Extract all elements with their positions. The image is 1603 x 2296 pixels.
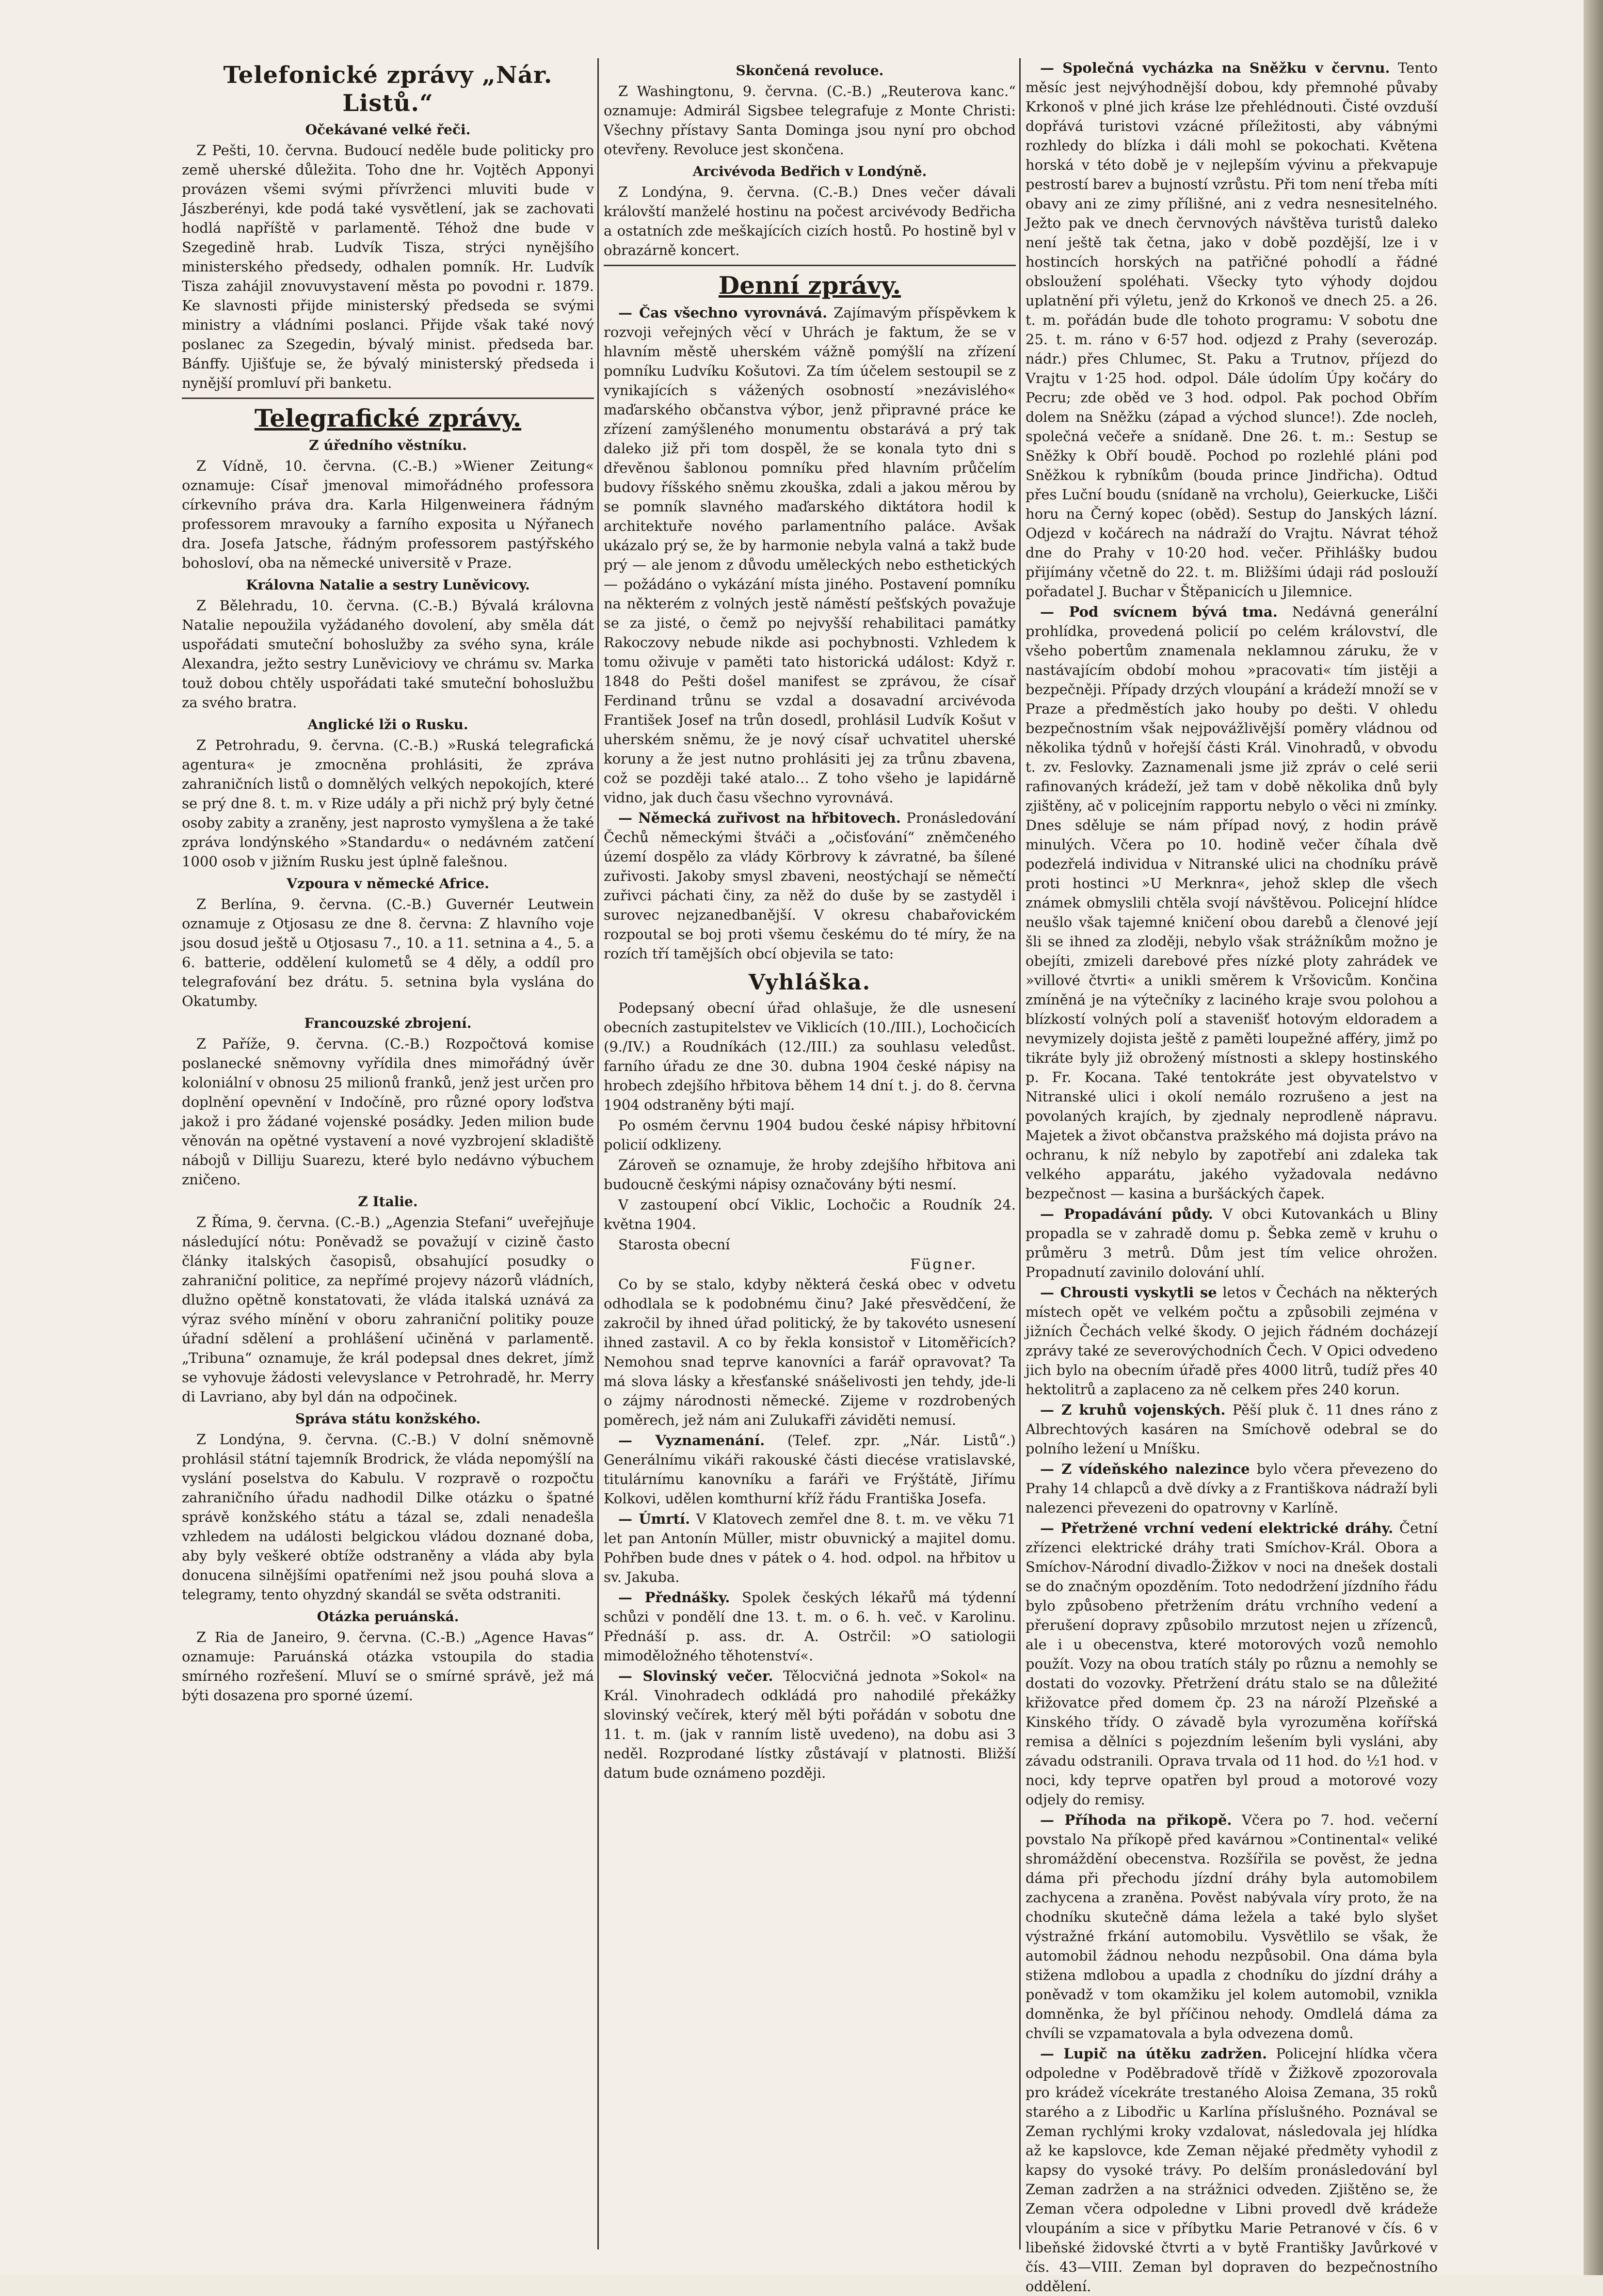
proclamation-title: Vyhláška. [748,970,871,995]
column-rule [597,58,599,2249]
article-text: Z Pešti, 10. června. Budoucí neděle bude politicky pro země uherské důležita. Toho dne hr. Vojtěch Apponyi provázen všemi svými přívrženci mluviti bude v Jászberényi, kde podá také vysvětlení, jak se zachovati hodlá napříště v parlamentě. Téhož dne bude v Szegedině hrab. Ludvík Tisza, strýci nynějšího ministerského předsedy, odhalen pomník. Hr. Ludvík Tisza zahájil znovuvystavení města po povodni r. 1879. Ke slavnosti přijde ministerský předseda se svými ministry a vládními poslanci. Přijde však také nový poslanec za Szegedin, bývalý minist. předseda bar. Bánffy. Ujišťuje se, že bývalý ministerský předseda i nynější promluví při banketu. [182,142,594,391]
news-item-lead: — Čas všechno vyrovnává. [618,304,828,321]
proclamation-text: Starosta obecní [618,1236,730,1253]
article-text: Z Ria de Janeiro, 9. června. (C.-B.) „Agence Havas“ oznamuje: Paruánská otázka vstoupila do stadia smírného rozřešení. Mluví se o smírné správě, jež má býti dosazena pro sporné území. [182,1629,594,1704]
news-item-text: Pronásledování Čechů německými štváči a „očisťování“ zněmčeného území dospělo za vlády Körbrovy k závratné, ba šílené zuřivosti. Jakoby smysl zbaveni, neostýchají se němečtí zuřivci páchati činy, za něž do duše by se zastyděl i surovec nejzanedbanější. V okresu chabařovickém rozpoutal se boj proti všemu českému do té míry, že na rozích tří tamějších obcí objevila se tato: [604,810,1016,962]
news-item-text: letos v Čechách na některých místech opět ve velkém počtu a způsobili zejména v jižních Čechách velké škody. O jejich řádném docházejí zprávy také ze severovýchodních Čech. V Opici odvedeno jich bylo na obecním úřadě přes 4000 litrů, tudíž přes 40 hektolitrů a zaplaceno za ně celkem přes 240 korun. [1026,1284,1438,1398]
news-item-lead: — Přetržené vrchní vedení elektrické dráhy. [1040,1520,1394,1536]
article-text: Z Londýna, 9. června. (C.-B.) Dnes večer dávali královští manželé hostinu na počest arcivévody Bedřicha a ostatních zde meškajících cizích hostů. Po hostině byl v obrazárně koncert. [604,184,1016,258]
news-item-lead: — Pod svícnem bývá tma. [1040,604,1278,620]
news-item [1026,602,1438,1203]
news-item-lead: — Z vídeňského nalezince [1040,1461,1250,1477]
article-heading: Skončená revoluce. [736,63,884,79]
news-item-lead: — Vyznamenání. [618,1432,765,1449]
news-item [1026,1518,1438,1809]
news-item-lead: — Úmrtí. [618,1511,690,1527]
section-heading-telegraph: Telegrafické zprávy. [254,404,522,432]
article-text: Z Bělehradu, 10. června. (C.-B.) Bývalá královna Natalie nepoužila vyžádaného dovolení, aby směla dát uspořádati smuteční bohoslužby za svého syna, krále Alexandra, ježto sestry Luněviciovy ve chrámu sv. Marka touž dobou chtěly uspořádati také smuteční bohoslužbu za svého bratra. [182,597,594,711]
news-item [604,303,1016,807]
divider [182,398,594,399]
article-text: Z Washingtonu, 9. června. (C.-B.) „Reuterova kanc.“ oznamuje: Admirál Sigsbee telegrafuje z Monte Christi: Všechny přístavy Santa Dominga jsou nyní pro obchod otevřeny. Revoluce jest skončena. [604,83,1016,158]
news-item-text: V Klatovech zemřel dne 8. t. m. ve věku 71 let pan Antonín Müller, mistr obuvnický a majitel domu. Pohřben bude dnes v pátek o 4. hod. odpol. na hřbitov u sv. Jakuba. [604,1511,1016,1585]
news-item-lead: — Přednášky. [618,1589,730,1606]
news-item-text: V obci Kutovankách u Bliny propadla se v zahradě domu p. Šebka země v kruhu o průměru 3 metrů. Dům jest tím velice ohrožen. Propadnutí zavinilo dolování uhlí. [1026,1206,1438,1280]
news-item-text: Spolek českých lékařů má týdenní schůzi v pondělí dne 13. t. m. o 6. h. več. v Karolinu. Přednáší p. ass. dr. A. Ostrčil: »O satiologii mimoděložného těhotenství«. [604,1589,1016,1664]
proclamation-text: Po osmém červnu 1904 budou české nápisy hřbitovní policií odklizeny. [604,1117,1016,1153]
news-item-text: Pěší pluk č. 11 dnes ráno z Albrechtových kasáren na Smíchově odebral se do polního ležení u Mníšku. [1026,1402,1438,1457]
proclamation-text: Podepsaný obecní úřad ohlašuje, že dle usnesení obecních zastupitelstev ve Viklicích (10./III.), Lochočicích (9./IV.) a Roudníkách (12./III.) za souhlasu veledůst. farního úřadu ze dne 30. dubna 1904 české nápisy na hrobech zdejšího hřbitova během 14 dní t. j. do 8. června 1904 odstraněny býti mají. [604,1000,1016,1113]
section-heading-daily: Denní zprávy. [718,271,901,300]
news-item-lead: — Příhoda na přikopě. [1040,1812,1232,1828]
article-heading: Vzpoura v německé Africe. [287,876,489,892]
article-heading: Z Italie. [358,1194,418,1210]
news-item [604,1509,1016,1587]
news-item-text: (Telef. zpr. „Nár. Listů“.) Generálnímu vikáři rakouské části diecése vratislavské, titulárnímu kanovníku a faráři ve Frýštátě, Jiřímu Kolkovi, udělen komthurní kříž řádu Františka Josefa. [604,1432,1016,1507]
proclamation-text: Zároveň se oznamuje, že hroby zdejšího hřbitova ani budoucně českými nápisy označovány býti nesmí. [604,1157,1016,1193]
news-item-lead: — Chrousti vyskytli se [1040,1284,1217,1301]
news-item-text: bylo včera převezeno do Prahy 14 chlapců a dvě dívky a z Františkova nádraží byli nalezenci převezeni do opatrovny v Karlíně. [1026,1461,1438,1516]
article-heading: Francouzské zbrojení. [304,1015,472,1031]
news-item [1026,1459,1438,1517]
proclamation-signature: Fügner. [910,1256,977,1273]
news-item [1026,1400,1438,1458]
article-text: Z Říma, 9. června. (C.-B.) „Agenzia Stefani“ uveřejňuje následující nótu: Poněvadž se považují v cizině často články italských časopisů, obsahující posudky o zahraniční politice, za nepřímé projevy názorů vládních, dlužno opětně konstatovati, že vláda italská uznává za výraz svého mínění v oboru zahraniční politiky pouze úřadní sdělení a prohlášení učiněná v parlamentě. „Tribuna“ oznamuje, že král podepsal dnes dekret, jímž se vyhovuje žádosti velevyslance v Petrohradě, hr. Merry di Lavriano, aby byl dán na odpočinek. [182,1214,594,1405]
binding-edge [1584,0,1603,2275]
news-item [1026,1283,1438,1399]
article-text: Z Londýna, 9. června. (C.-B.) V dolní sněmovně prohlásil státní tajemník Brodrick, že vláda nepomýšlí na vyslání poselstva do Kabulu. V rozpravě o rozpočtu zahraničního úřadu nadhodil Dilke otázku o špatné správě konžského státu a tázal se, zdali nenadešla vzhledem na události belgickou vládou doznané doba, aby byly veškeré obtíže odstraněny a vláda aby byla donucena silnějšími opatřeními než jsou pouhá slova a telegramy, tento ohyzdný skandál se světa odstraniti. [182,1431,594,1603]
proclamation-text: V zastoupení obcí Viklic, Lochočic a Roudník 24. května 1904. [604,1196,1016,1232]
news-item-lead: — Slovinský večer. [618,1668,773,1684]
article-heading: Z úředního věstníku. [309,437,467,453]
news-item-lead: — Propadávání půdy. [1040,1206,1213,1222]
news-item [1026,58,1438,601]
column-1 [182,58,594,2249]
news-item-text: Policejní hlídka včera odpoledne v Poděbradově třídě v Žižkově zpozorovala pro krádež vícekráte trestaného Aloisa Zemana, 35 roků starého a z Libodřic u Karlína příslušného. Poznával se Zeman rychlými kroky vzdalovat, následovala jej hlídka až ke kapslovce, kde Zeman nějaké předměty vyhodil z kapsy do vysoké trávy. Po delším pronásledování byl Zeman zadržen a na strážnici odveden. Zjištěno se, že Zeman včera odpoledne v Libni provedl dvě krádeže vloupáním a sice v příbytku Marie Petranové v čís. 6 v libeňské židovské čtvrti a v bytě Františky Javůrkové v čís. 43—VIII. Zeman byl dopraven do bezpečnostního oddělení. [1026,2045,1438,2295]
news-item-text: Včera po 7. hod. večerní povstalo Na příkopě před kavárnou »Continental« veliké shromáždění obecenstva. Rozšířila se pověst, že jedna dáma při přechodu jízdní dráhy byla automobilem zachycena a zraněna. Pověst nabývala víry proto, že na chodníku skutečně dáma ležela a také bylo slyšet výstražné frkání automobilu. Vysvětlilo se však, že automobil žádnou nehodu nezpůsobil. Ona dáma byla stižena mdlobou a upadla z chodníku do jízdní dráhy a poněvadž v tom okamžiku jel kolem automobil, vznikla domněnka, že byl příčinou nehody. Omdlelá dáma za chvíli se vzpamatovala a byla odvezena domů. [1026,1812,1438,2041]
news-item [1026,2044,1438,2296]
news-item-lead: — Společná vycházka na Sněžku v červnu. [1040,60,1390,76]
news-item [604,1431,1016,1508]
news-item [1026,1204,1438,1282]
article-heading: Arcivévoda Bedřich v Londýně. [692,163,927,179]
news-item-text: Tělocvičná jednota »Sokol« na Král. Vinohradech odkládá pro nahodilé překážky slovinský večírek, který měl býti pořádán v sobotu dne 11. t. m. (jak v ranním listě uvedeno), na dobu asi 3 neděl. Rozprodané lístky zůstávají v platnosti. Bližší datum bude oznámeno později. [604,1668,1016,1781]
news-item-lead: — Německá zuřivost na hřbitovech. [618,810,901,826]
article-text: Z Paříže, 9. června. (C.-B.) Rozpočtová komise poslanecké sněmovny vyřídila dnes mimořádný úvěr koloniální v obnosu 25 milionů franků, jenž jest určen pro doplnění opevnění v Indočíně, pro různé opory loďstva jakož i pro žádané vojenské posádky. Jeden milion bude věnován na opětné vystavení a nové vyzbrojení skladiště nábojů v Dilliju Suarezu, které bylo nedávno výbuchem zničeno. [182,1036,594,1188]
divider [604,265,1016,266]
article-heading: Královna Natalie a sestry Luněvicovy. [246,577,530,593]
news-item-text: Zajímavým příspěvkem k rozvoji veřejných věcí v Uhrách je faktum, že se v hlavním městě uherském vážně pomýšlí na zřízení pomníku Ludvíku Košutovi. Za tím účelem sestoupil se z vynikajících s vážených osobností »nezávislého« maďarského občanstva výbor, jenž připravné práce ke zřízení zamýšleného monumentu obstarává a prý tak daleko již při tom dospěl, že se konala tyto dni s dřevěnou šablonou pomníku před hlavním průčelím budovy říšského sněmu zkouška, zdali a jakou měrou by se pomník slavného maďarského diktátora hodil k architektuře nového parlamentního paláce. Avšak ukázalo prý se, že by harmonie nebyla valná a takž bude prý — ale jenom z důvodu uměleckých nebo esthetických — požádáno o vykázání místa jiného. Postavení pomníku na některém z volných jestě náměstí pešťských považuje se za jisté, o čemž po nejvyšší rehabilitaci památky Rakoczovy nebude nikde asi pochybnosti. Vzhledem k tomu oživuje v paměti tato historická událost: Když r. 1848 do Pešti došel manifest se zprávou, že císař Ferdinand trůnu se vzdal a dosavadní arcivévoda František Josef na trůn dosedl, prohlásil Ludvík Košut v uherském sněmu, že je nový císař uchvatitel uherské koruny a že jest nutno prohlásiti jej za trůnu zbavena, což se později také atalo… Z toho všeho je lapidárně vidno, jak duch času všechno vyrovnává. [604,304,1016,806]
news-item [604,808,1016,963]
article-heading: Otázka peruánská. [317,1609,459,1625]
article-heading: Anglické lži o Rusku. [307,717,468,733]
news-item-text: Četní zřízenci elektrické dráhy trati Smíchov-Král. Obora a Smíchov-Národní divadlo-Žižkov v noci na dnešek dostali se do značným opozděním. Toto nedodržení jízdního řádu bylo způsobeno přetržením drátu vrchního vedení a přerušení dopravy způsobilo mrzutost nejen u zřízenců, ale i u obecenstva, které motorových vozů nemohlo použít. Vozy na obou tratích stály po různu a nemohly se dostati do vozovky. Přetržení drátu stalo se na důležité křižovatce před domem čp. 23 na nároží Plzeňské a Kinského třídy. O závadě byla vyrozuměna kořířská remisa a dělníci s pojezdním lešením byli vysláni, aby závadu odstranili. Oprava trvala od 11 hod. do ½1 hod. v noci, kdy teprve opatřen byl proud a motorové vozy odjely do remisy. [1026,1520,1438,1808]
article-text: Z Berlína, 9. června. (C.-B.) Guvernér Leutwein oznamuje z Otjosasu ze dne 8. června: Z hlavního voje jsou dosud ještě u Otjosasu 7., 10. a 11. setnina a 4., 5. a 6. batterie, oddělení kulometů se 4 děly, a oddíl pro telegrafování bez drátu. 5. setnina byla vyslána do Okatumby. [182,896,594,1009]
article-text: Z Petrohradu, 9. června. (C.-B.) »Ruská telegrafická agentura« je zmocněna prohlásiti, že zpráva zahraničních listů o domnělých velkých nepokojích, které se prý dne 8. t. m. v Rize udály a při nichž prý byly četné osoby zabity a zraněny, jest naprosto vymyšlena a že také zpráva londýnského »Standardu« o nedávném zatčení 1000 osob v jižním Rusku jest úplně falešnou. [182,737,594,870]
news-item-lead: — Z kruhů vojenských. [1040,1402,1226,1418]
news-item-lead: — Lupič na útěku zadržen. [1040,2045,1267,2062]
article-heading: Správa státu konžského. [295,1411,481,1427]
telephone-news-heading: Telefonické zprávy „Nár. Listů.“ [223,62,553,117]
column-3 [1026,58,1438,2295]
news-item [604,1588,1016,1665]
article-text: Z Vídně, 10. června. (C.-B.) »Wiener Zeitung« oznamuje: Císař jmenoval mimořádného professora církevního práva dra. Karla Hilgenweinera řádným professorem mravouky a farního exposita u Nýřanech dra. Josefa Jatsche, řádným professorem pastýřského bohosloví, oba na německé universitě v Praze. [182,458,594,571]
news-item-text: Nedávná generální prohlídka, provedená policií po celém království, dle všeho pobertům znamenala neklamnou záruku, že v nastávajícím období mohou »pracovati« tím jistěji a bezpečněji. Případy drzých vloupání a krádeží množí se v Praze a předměstích jako houby po dešti. V ohledu bezpečnostním však nejpovážlivější poměry vládnou od několika týdnů v hořejší části Král. Vinohradů, v obvodu t. zv. Feslovky. Zaznamenali jsme již zpráv o celé serii rafinovaných krádeží, jež tam v době několika dnů byly zjištěny, ač v policejním rapportu nebylo o věci ni zmínky. Dnes sděluje se nám případ nový, z hodin právě minulých. Včera po 10. hodině večer číhala dvě podezřelá individua v Nitranské ulici na chodníku právě proti hostinci »U Merknra«, jehož sklep dle všech známek obmyslili chtěla svojí návštěvou. Policejní hlídce neušlo však tajemné kničení obou darebů a členové její šli se ihned za zloději, nebylo však strážníkům možno je obejíti, zmizeli darebové přes nízké ploty zahrádek ve »villové čtvrti« a unikli směrem k Vršovicům. Končina zmíněná je na výtečníky z laciného kraje svou polohou a blízkostí volných polí a stavenišť hotovým eldoradem a nevymizely dojista ještě z paměti loupežné afféry, jimž po tikráte byly již obrožený místnosti a sklepy hostinského p. Fr. Kocana. Také tentokráte jest obyvatelstvo v Nitranské ulici i okolí nemálo rozrušeno a jest na povolaných krajích, by zjednaly neprodleně nápravu. Majetek a život občanstva pražského má dojista právo na ochranu, k níž nebylo by zapotřebí ani zdaleka tak velkého apparátu, jakého vyžadovala nedávno bezpečnost — kasina a buršáckých čapek. [1026,604,1438,1202]
column-2 [604,58,1016,2249]
column-rule [1019,58,1021,2249]
news-item [604,1275,1016,1430]
news-item-text: Co by se stalo, kdyby některá česká obec v odvetu odhodlala se k podobnému činu? Jaké přesvědčení, že zakročil by ihned úřad politický, že by takovéto usnesení ihned zastavil. A co by řekla konsistoř v Litoměřicích? Nemohou snad teprve kanovníci a farář opravovat? Ta má slova lásky a křesťanské snášelivosti jen tehdy, jde-li o zájmy národnosti německé. Zijeme v rozdrobených poměrech, jež nám ani Zulukafři záviděti nemusí. [604,1276,1016,1428]
news-item [1026,1810,1438,2043]
news-item [604,1666,1016,1783]
news-item-text: Tento měsíc jest nejvýhodnější dobou, kdy přemnohé půvaby Krkonoš v plné jich kráse lze přehlédnouti. Čisté ovzduší dopřává turistovi vzácné příležitosti, aby vábnými rozhledy do blízka i dáli mohl se pokochati. Květena horská v této době je v nejlepším vývinu a překvapuje pestrostí barev a bujností vzrůstu. Při tom není třeba míti obavy ani ze zimy přílišné, ani z vedra nesnesitelného. Ježto pak ve dnech červnových návštěva turistů daleko není ještě tak četna, jako v době pozdější, lze i v hostincích horských na patřičné pohodlí a řádné obsloužení spoléhati. Všecky tyto výhody dojdou uplatnění při výletu, jenž do Krkonoš ve dnech 25. a 26. t. m. pořádán bude dle tohoto programu: V sobotu dne 25. t. m. ráno v 6·57 hod. odjezd z Prahy (severozáp. nádr.) přes Chlumec, St. Paku a Trutnov, příjezd do Vrajtu v 1·25 hod. odpol. Dále údolím Úpy kočáry do Pecru; zde oběd ve 3 hod. odpol. Pak pochod Obřím dolem na Sněžku (západ a východ slunce!). Zde nocleh, společná večeře a snídaně. Dne 26. t. m.: Sestup se Sněžky k Obří boudě. Pochod po rozlehlé pláni pod Sněžkou k rybníkům (bouda prince Jindřicha). Odtud přes Luční boudu (snídaně na vrcholu), Geierkucke, Lišči horu na Černý kopec (oběd). Sestup do Janských lázní. Odjezd v kočárech na nádraží do Vrajtu. Návrat téhož dne do Prahy v 10·20 hod. večer. Přihlášky budou přijímány včetně do 22. t. m. Bližšími údaji rád poslouží pořadatel J. Buchar v Štěpanicích u Jilemnice. [1026,60,1438,600]
article-heading: Očekávané velké řeči. [305,122,471,138]
